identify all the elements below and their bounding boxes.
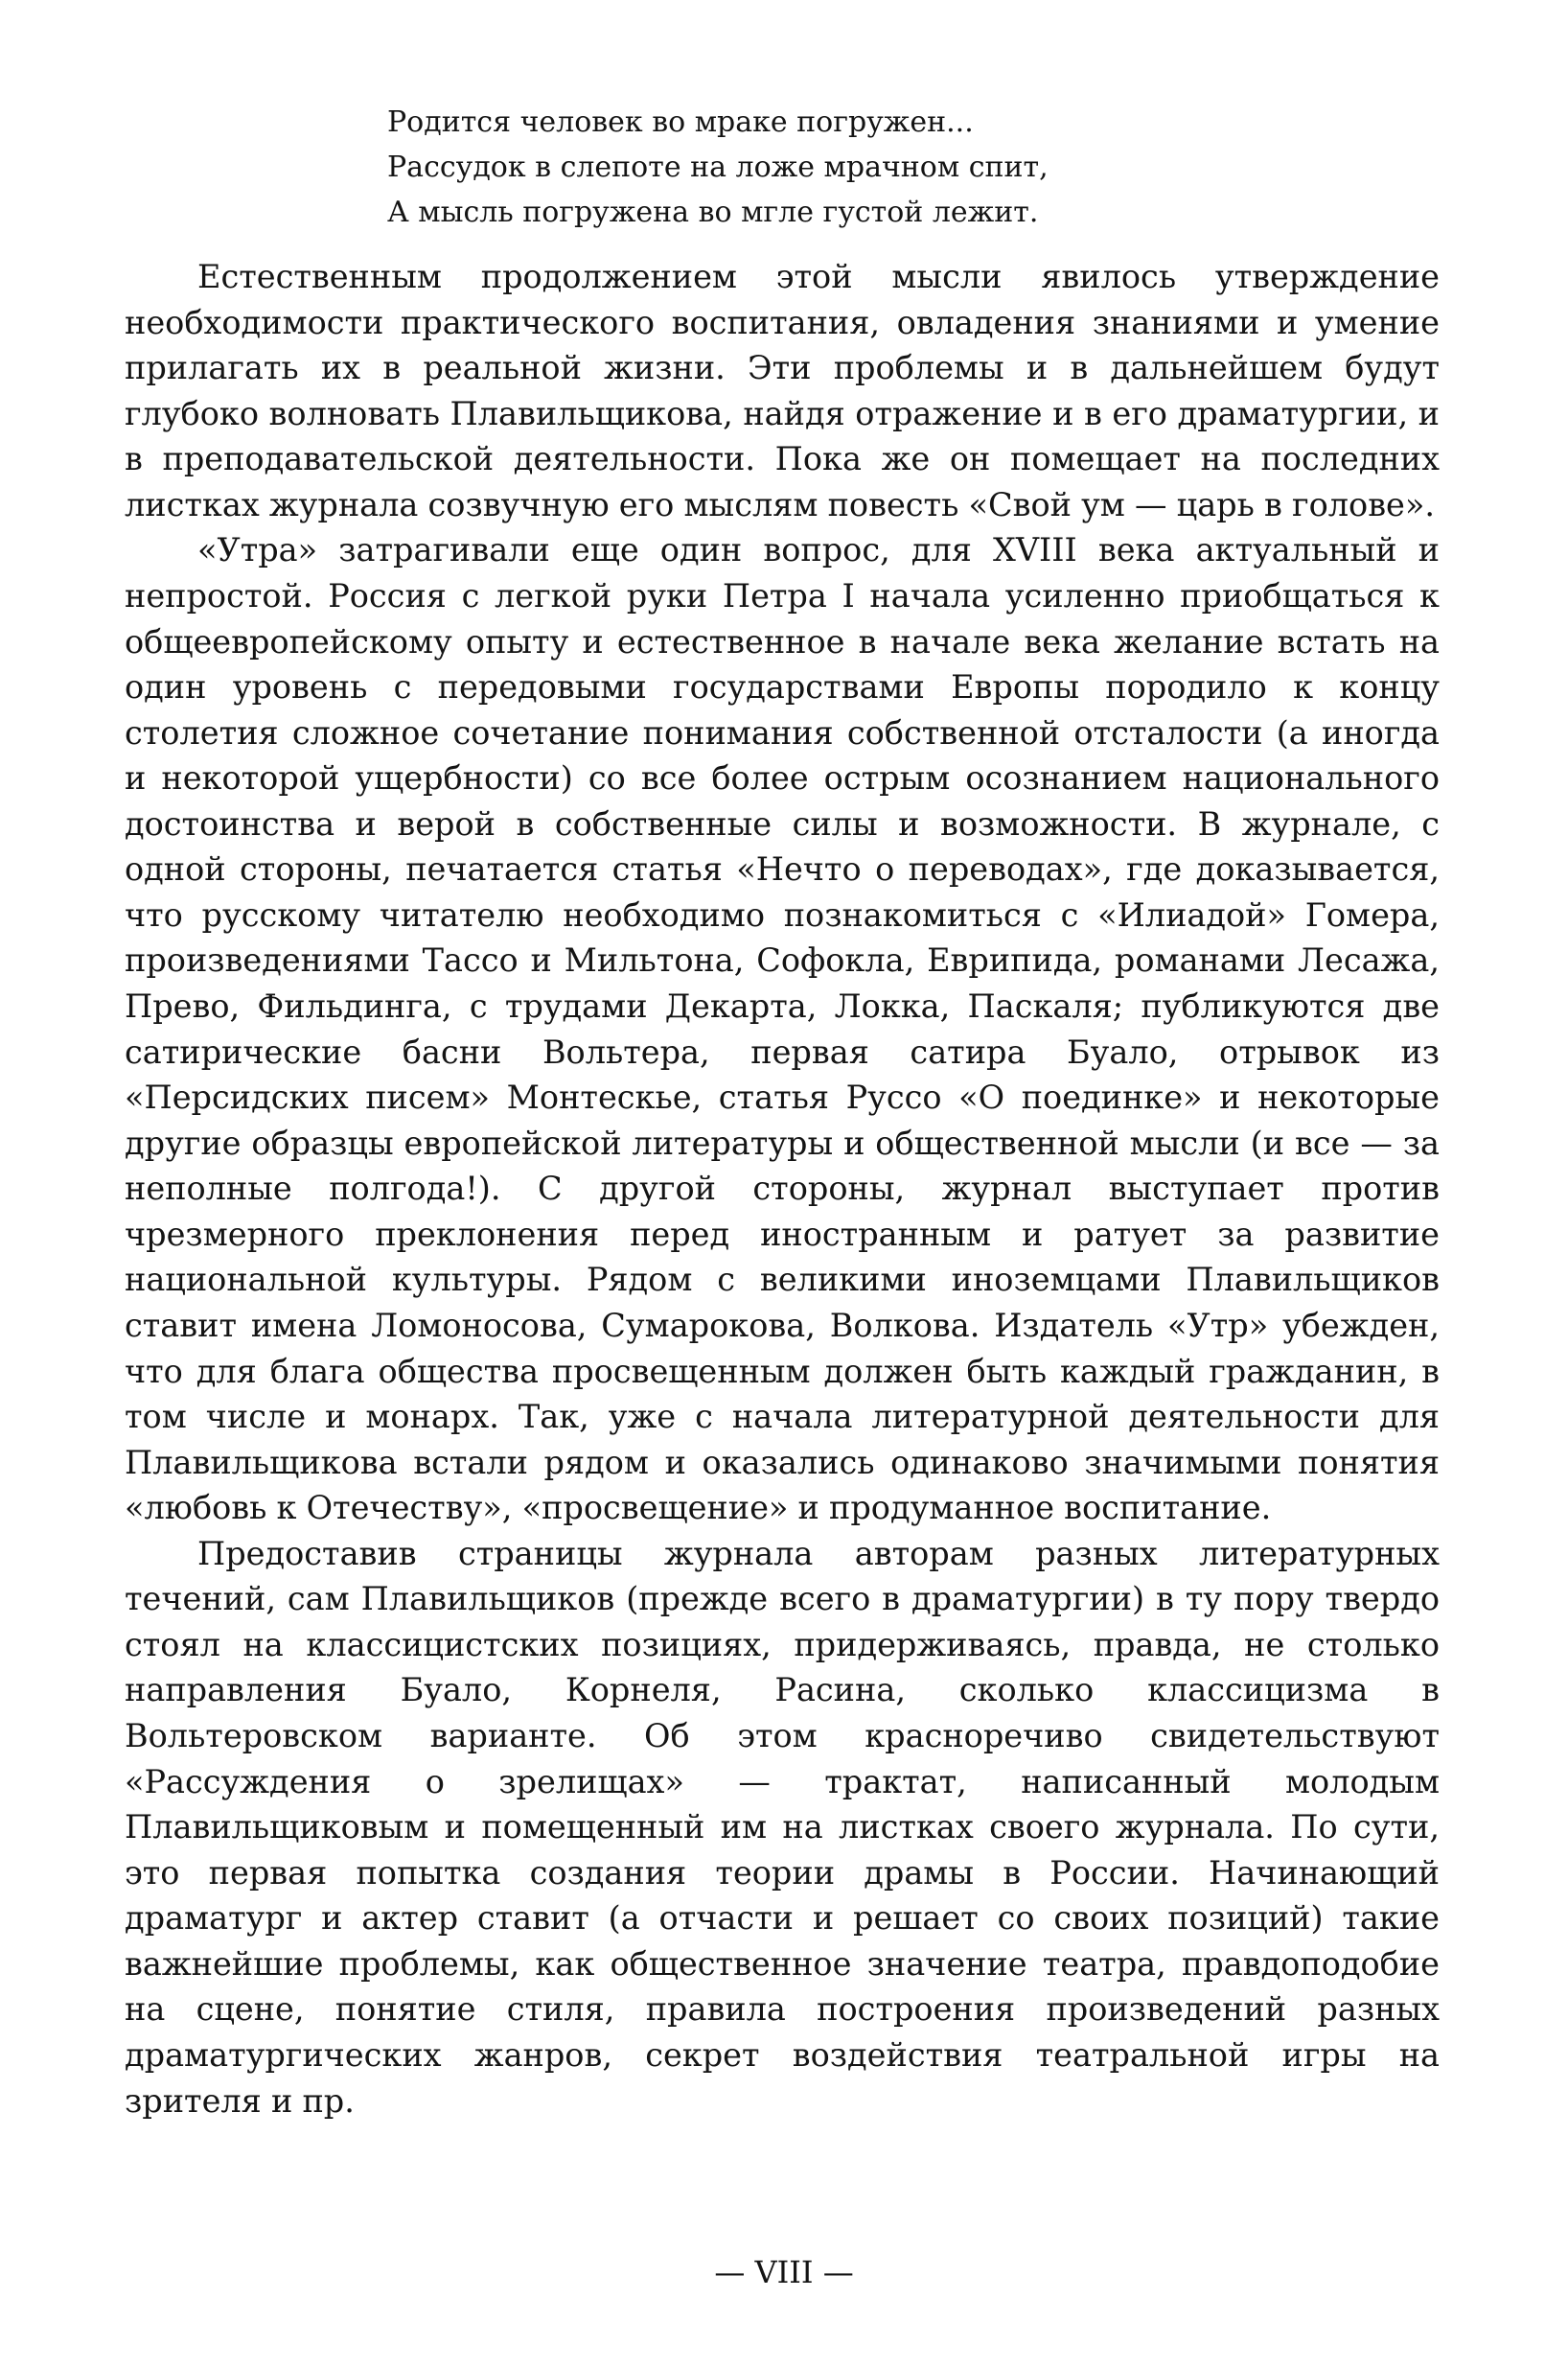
epigraph-line: Рассудок в слепоте на ложе мрачном спит,	[387, 151, 1049, 184]
page-number: — VIII —	[714, 2254, 854, 2290]
paragraph-3: Предоставив страницы журнала авторам разных литературных течений, сам Плавильщиков (прежде всего в драматургии) в ту пору твердо стоял на классицистских позициях, придерживаясь, правда, не столько направления Буало, Корнеля, Расина, сколько классицизма в Вольтеровском варианте. Об этом красноречиво свидетельствуют «Рассуждения о зрелищах» — трактат, написанный молодым Плавильщиковым и помещенный им на листках своего журнала. По сути, это первая попытка создания теории драмы в России. Начинающий драматург и актер ставит (а отчасти и решает со своих позиций) такие важнейшие проблемы, как общественное значение театра, правдоподобие на сцене, понятие стиля, правила построения произведений разных драматургических жанров, секрет воздействия театральной игры на зрителя и пр.	[125, 1534, 1440, 2120]
paragraph-1: Естественным продолжением этой мысли явилось утверждение необходимости практического воспитания, овладения знаниями и умение прилагать их в реальной жизни. Эти проблемы и в дальнейшем будут глубоко волновать Плавильщикова, найдя отражение и в его драматургии, и в преподавательской деятельности. Пока же он помещает на последних листках журнала созвучную его мыслям повесть «Свой ум — царь в голове».	[125, 258, 1440, 523]
paragraph-2: «Утра» затрагивали еще один вопрос, для XVIII века актуальный и непростой. Россия с легкой руки Петра I начала усиленно приобщаться к общеевропейскому опыту и естественное в начале века желание встать на один уровень с передовыми государствами Европы породило к концу столетия сложное сочетание понимания собственной отсталости (а иногда и некоторой ущербности) со все более острым осознанием национального достоинства и верой в собственные силы и возможности. В журнале, с одной стороны, печатается статья «Нечто о переводах», где доказывается, что русскому читателю необходимо познакомиться с «Илиадой» Гомера, произведениями Тассо и Мильтона, Софокла, Еврипида, романами Лесажа, Прево, Фильдинга, с трудами Декарта, Локка, Паскаля; публикуются две сатирические басни Вольтера, первая сатира Буало, отрывок из «Персидских писем» Монтескье, статья Руссо «О поединке» и некоторые другие образцы европейской литературы и общественной мысли (и все — за неполные полгода!). С другой стороны, журнал выступает против чрезмерного преклонения перед иностранным и ратует за развитие национальной культуры. Рядом с великими иноземцами Плавильщиков ставит имена Ломоносова, Сумарокова, Волкова. Издатель «Утр» убежден, что для блага общества просвещенным должен быть каждый гражданин, в том числе и монарх. Так, уже с начала литературной деятельности для Плавильщикова встали рядом и оказались одинаково значимыми понятия «любовь к Отечеству», «просвещение» и продуманное воспитание.	[125, 531, 1440, 1527]
epigraph	[387, 100, 1250, 235]
body-text	[125, 254, 1440, 2124]
epigraph-line: Родится человек во мраке погружен...	[387, 105, 974, 139]
epigraph-line: А мысль погружена во мгле густой лежит.	[387, 196, 1039, 229]
